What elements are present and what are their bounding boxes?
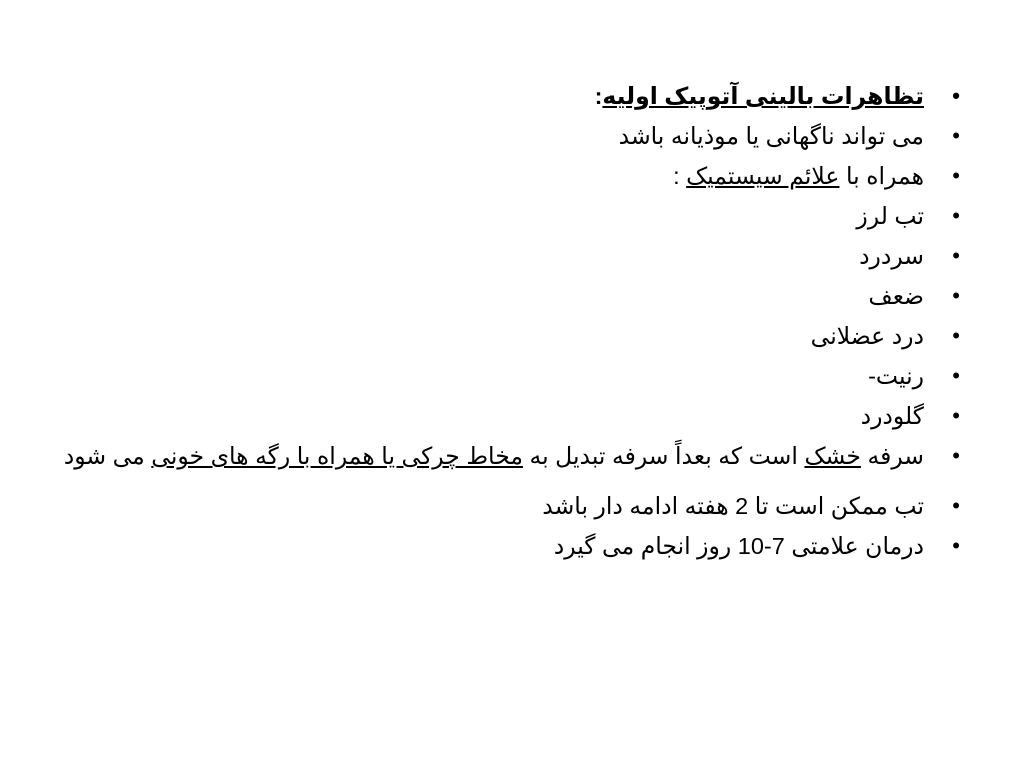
list-item xyxy=(60,358,962,394)
bullet-list xyxy=(60,78,962,568)
underlined-text: مخاط چرکی یا همراه با رگه های خونی xyxy=(151,443,523,469)
list-item-text: همراه با xyxy=(839,163,924,189)
list-item-text: می تواند ناگهانی یا موذیانه باشد xyxy=(618,123,924,149)
list-item xyxy=(60,528,962,564)
list-item-heading xyxy=(60,78,962,114)
list-item xyxy=(60,278,962,314)
list-item-text: رنیت- xyxy=(868,363,924,389)
list-item xyxy=(60,438,962,474)
list-item xyxy=(60,158,962,194)
list-item-text: درمان علامتی 7-10 روز انجام می گیرد xyxy=(553,533,924,559)
list-item xyxy=(60,398,962,434)
list-item xyxy=(60,198,962,234)
heading-colon: : xyxy=(594,83,603,109)
underlined-text: علائم سیستمیک xyxy=(686,163,840,189)
list-item-text: تب ممکن است تا 2 هفته ادامه دار باشد xyxy=(542,493,924,519)
heading-text: تظاهرات بالینی آتوپیک اولیه xyxy=(602,83,924,109)
list-item-text: سرفه xyxy=(860,443,924,469)
list-item xyxy=(60,118,962,154)
list-item-text: درد عضلانی xyxy=(810,323,924,349)
list-item-text: است که بعداً سرفه تبدیل به xyxy=(522,443,805,469)
list-item-text: تب لرز xyxy=(856,203,924,229)
list-item-text: سردرد xyxy=(859,243,924,269)
list-item-text: ضعف xyxy=(868,283,924,309)
list-item-text: : xyxy=(673,163,687,189)
list-item-text: گلودرد xyxy=(860,403,924,429)
list-item xyxy=(60,318,962,354)
list-item xyxy=(60,488,962,524)
underlined-text: خشک xyxy=(804,443,861,469)
list-item-text: می شود xyxy=(63,443,152,469)
list-item xyxy=(60,238,962,274)
